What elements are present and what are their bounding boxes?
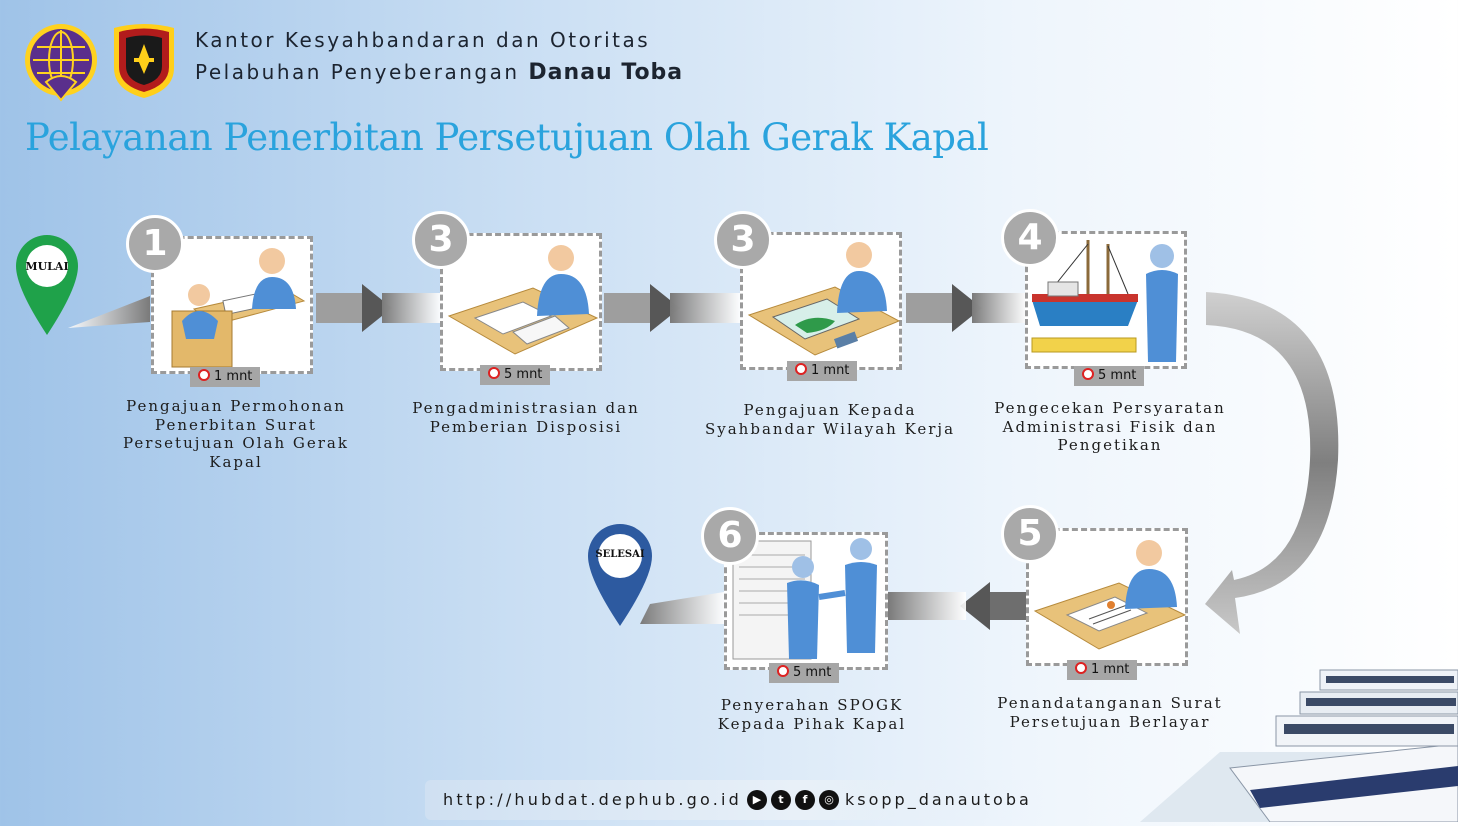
website-link[interactable]: http://hubdat.dephub.go.id (443, 790, 743, 809)
arrow-5-6 (888, 582, 1030, 630)
alarm-clock-icon (1075, 662, 1087, 674)
step-label-1: Pengajuan Permohonan Penerbitan Surat Persetujuan Olah Gerak Kapal (123, 397, 349, 471)
end-pin (586, 522, 654, 628)
step-time-value-1: 1 mnt (214, 369, 253, 384)
step-number-2: 3 (412, 211, 470, 269)
org-name-line1: Kantor Kesyahbandaran dan Otoritas (195, 28, 651, 52)
ferry-illustration (1100, 640, 1458, 826)
alarm-clock-icon (777, 665, 789, 677)
document-review-icon (443, 236, 603, 372)
start-pin (14, 233, 80, 337)
step-time-value-3: 1 mnt (811, 363, 850, 378)
step-time-value-6: 5 mnt (793, 665, 832, 680)
step-label-6: Penyerahan SPOGK Kepada Pihak Kapal (717, 696, 907, 733)
step-label-2: Pengadministrasian dan Pemberian Disposisi (412, 399, 640, 436)
step-number-6: 6 (701, 507, 759, 565)
footer-bar (425, 780, 1045, 820)
arrow-4-5-curve (1205, 292, 1338, 634)
step-number-1: 1 (126, 215, 184, 273)
step-time-value-2: 5 mnt (504, 367, 543, 382)
step-time-value-4: 5 mnt (1098, 368, 1137, 383)
step-number-3: 3 (714, 211, 772, 269)
instagram-icon[interactable]: ◎ (819, 790, 839, 810)
org-name-bold: Danau Toba (528, 60, 684, 85)
alarm-clock-icon (488, 367, 500, 379)
step-number-5: 5 (1001, 505, 1059, 563)
alarm-clock-icon (795, 363, 807, 375)
step-time-3 (787, 361, 857, 381)
twitter-icon[interactable]: t (771, 790, 791, 810)
page-title: Pelayanan Penerbitan Persetujuan Olah Gerak Kapal (25, 116, 989, 159)
location-pin-icon (14, 233, 80, 337)
end-label: SELESAI (595, 549, 645, 560)
step-time-6 (769, 663, 839, 683)
step-time-4 (1074, 366, 1144, 386)
step-time-1 (190, 367, 260, 387)
step-label-4: Pengecekan Persyaratan Administrasi Fisik dan Pengetikan (994, 399, 1226, 454)
arrow-1-2 (316, 284, 440, 332)
social-handle[interactable]: ksopp_danautoba (845, 790, 1032, 809)
youtube-icon[interactable]: ▶ (747, 790, 767, 810)
step-label-3: Pengajuan Kepada Syahbandar Wilayah Kerja (704, 401, 956, 438)
location-pin-icon (586, 522, 654, 628)
start-label: MULAI (25, 260, 69, 273)
facebook-icon[interactable]: f (795, 790, 815, 810)
step-time-value-5: 1 mnt (1091, 662, 1130, 677)
org-name-prefix: Pelabuhan Penyeberangan (195, 60, 520, 84)
arrow-2-3 (604, 284, 740, 332)
step-number-4: 4 (1001, 209, 1059, 267)
alarm-clock-icon (198, 369, 210, 381)
arrow-3-4 (906, 284, 1027, 332)
start-connector (68, 296, 150, 328)
step-label-5: Penandatanganan Surat Persetujuan Berlayar (997, 694, 1223, 731)
step-time-2 (480, 365, 550, 385)
alarm-clock-icon (1082, 368, 1094, 380)
ferry-icon (1100, 640, 1458, 822)
